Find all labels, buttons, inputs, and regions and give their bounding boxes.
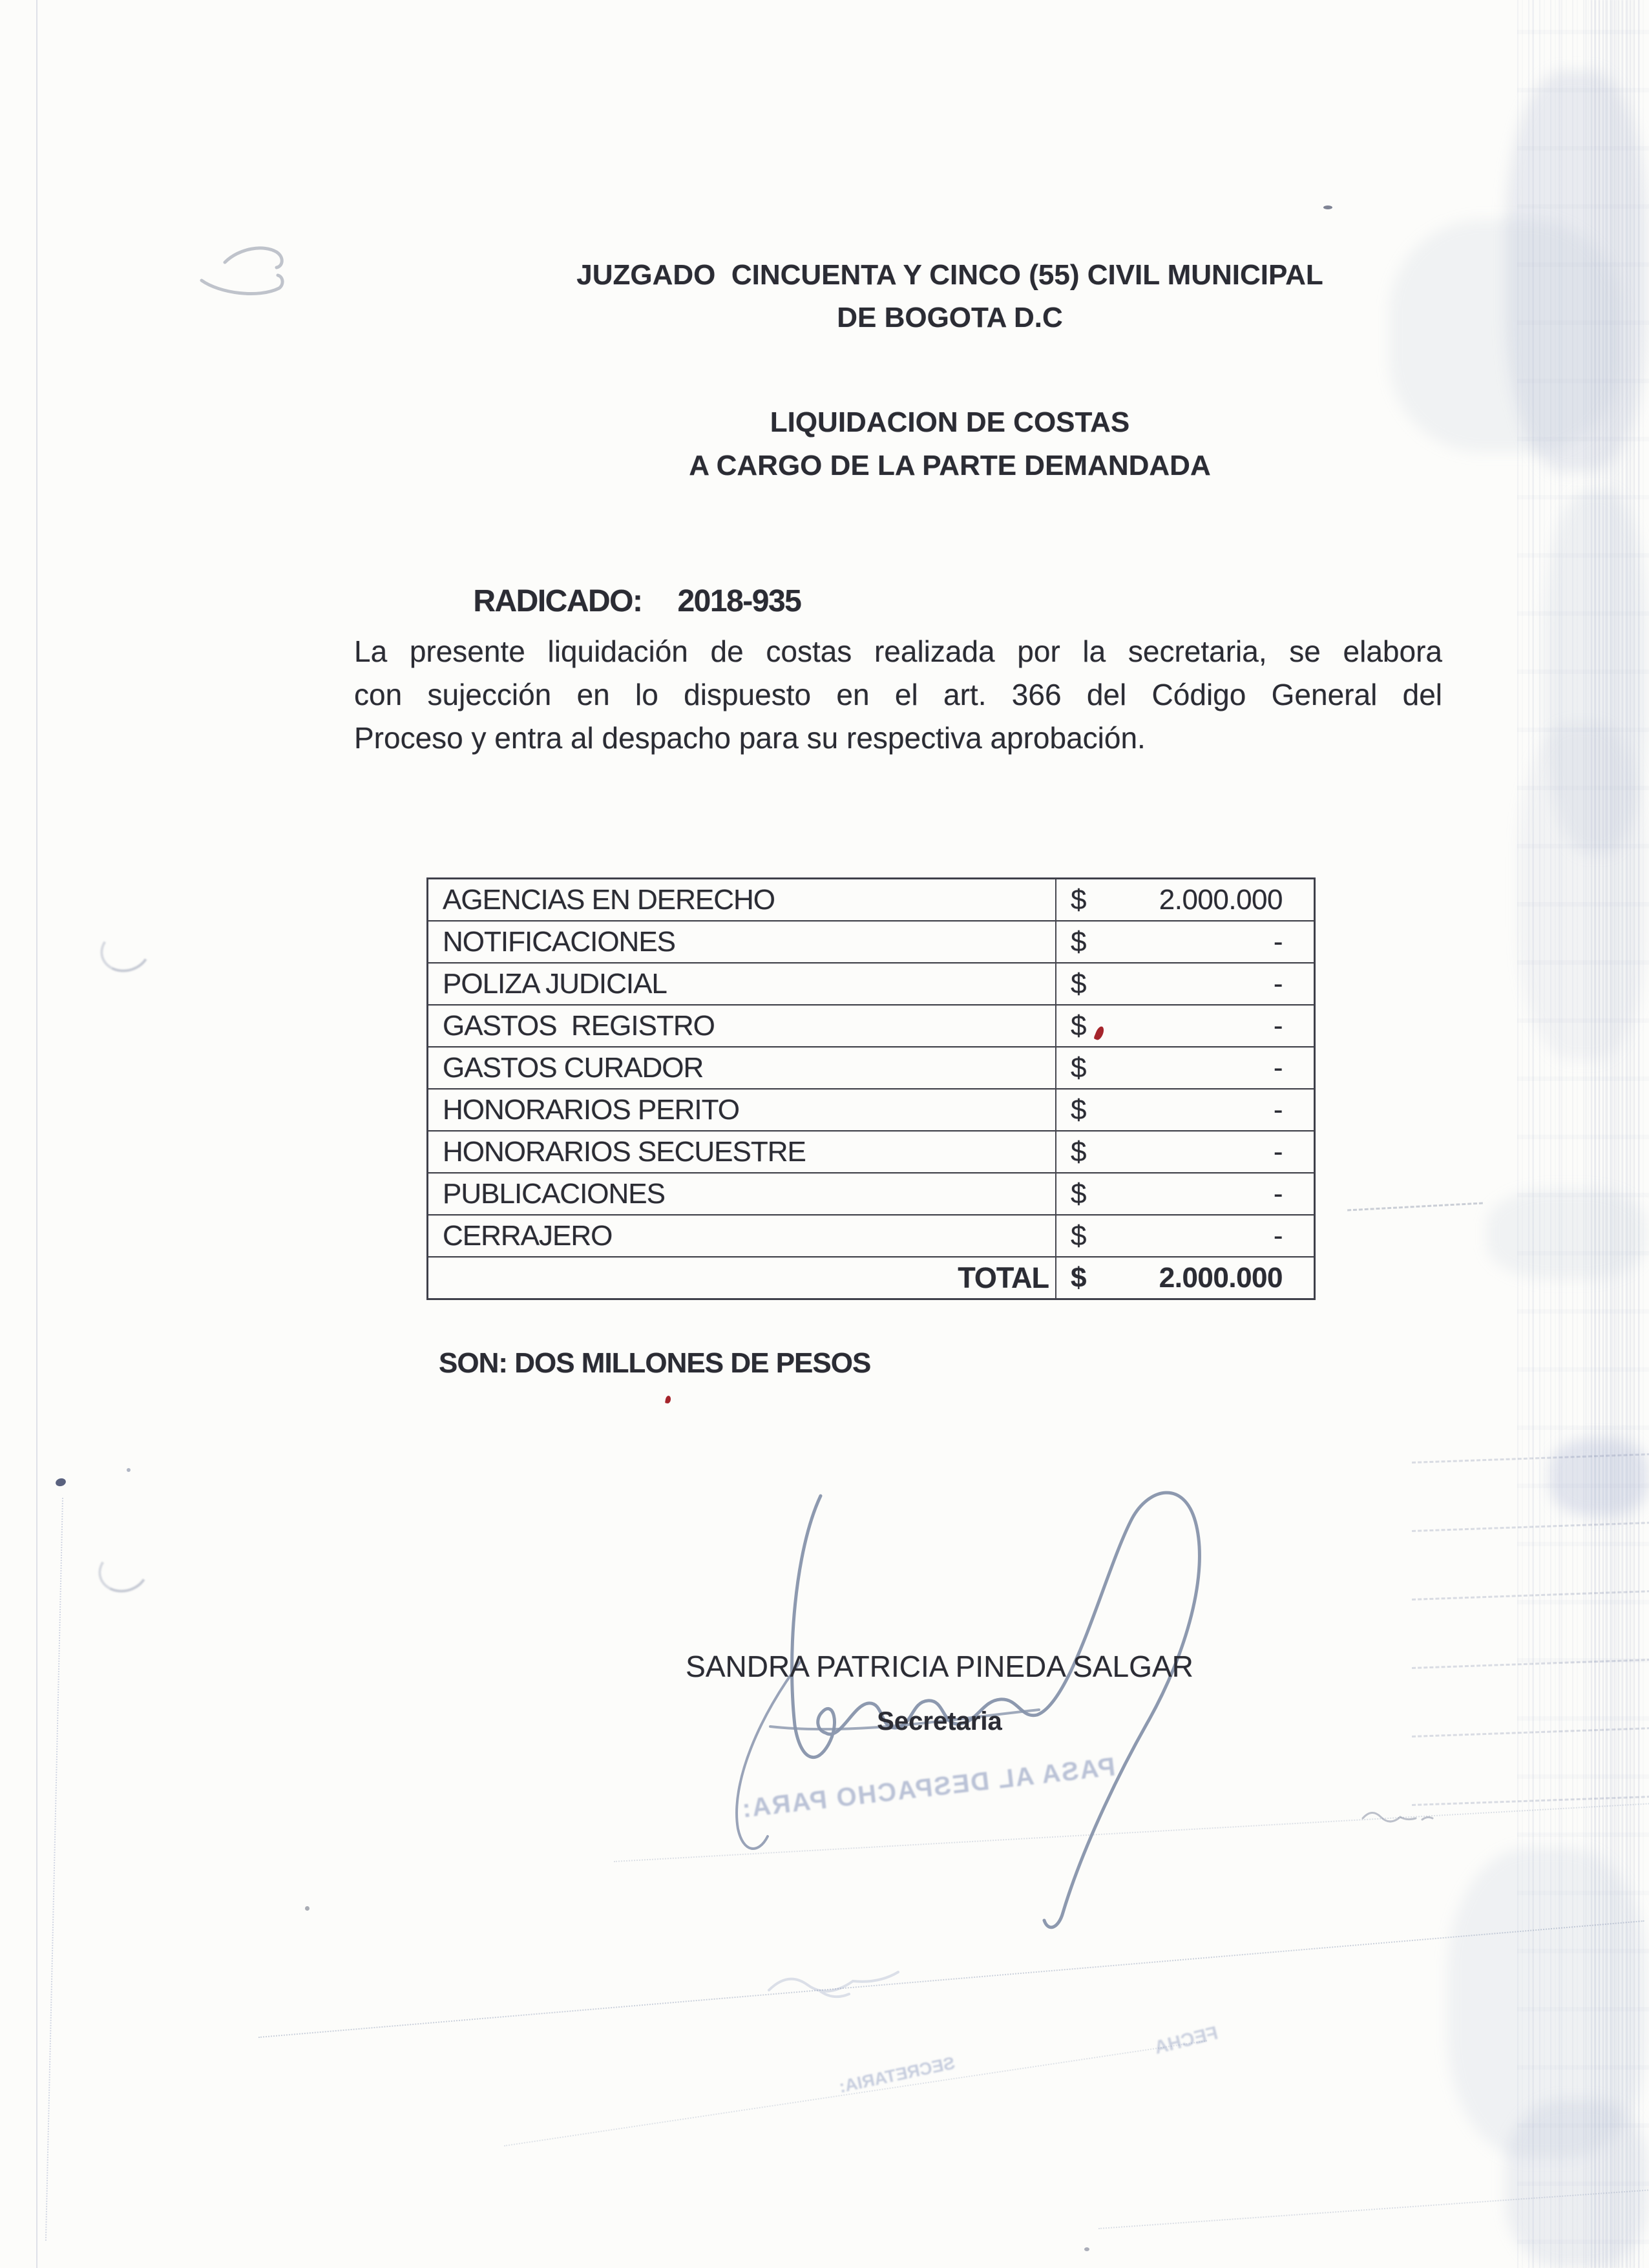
cost-amount-cell: [1055, 1089, 1314, 1130]
radicado-value: 2018-935: [677, 584, 801, 618]
cost-amount: -: [1273, 967, 1283, 1000]
ink-speck: [1323, 205, 1332, 209]
table-row: [428, 1215, 1314, 1257]
subtitle-line1: LIQUIDACION DE COSTAS: [770, 406, 1130, 438]
table-row: [428, 921, 1314, 963]
signatory-name-text: SANDRA PATRICIA PINEDA SALGAR: [686, 1650, 1193, 1683]
cost-amount-cell: [1055, 1215, 1314, 1256]
body-paragraph: [354, 630, 1442, 760]
cost-concept: HONORARIOS PERITO: [443, 1093, 739, 1126]
costs-table: [426, 877, 1316, 1300]
court-title-line1: JUZGADO CINCUENTA Y CINCO (55) CIVIL MUNICIPAL: [576, 259, 1323, 291]
paragraph-line: con sujección en lo dispuesto en el art. 366 del Código General del: [354, 678, 1442, 711]
signatory-title: [455, 1707, 1424, 1736]
currency-symbol: $: [1071, 925, 1087, 958]
hole-punch-mark: [96, 923, 155, 978]
currency-symbol: $: [1071, 967, 1087, 1000]
cost-amount-cell: [1055, 1131, 1314, 1172]
cost-amount: -: [1273, 1093, 1283, 1126]
currency-symbol: $: [1071, 1093, 1087, 1126]
cost-amount: -: [1273, 1219, 1283, 1252]
pencil-squiggle-mark: [1360, 1804, 1444, 1830]
ink-speck: [127, 1468, 131, 1472]
table-row: [428, 1173, 1314, 1215]
radicado-label: RADICADO:: [473, 584, 642, 618]
table-row: [428, 963, 1314, 1005]
scan-edge-line: [36, 0, 37, 2268]
currency-symbol: $: [1071, 1219, 1087, 1252]
bleedthrough-handwriting-mark: [762, 1958, 943, 2003]
cost-amount-cell: [1055, 1173, 1314, 1214]
court-header-city: [452, 300, 1447, 336]
cost-concept: POLIZA JUDICIAL: [443, 967, 667, 1000]
cost-concept: HONORARIOS SECUESTRE: [443, 1135, 806, 1168]
total-amount-cell: [1055, 1257, 1314, 1298]
table-row: [428, 1047, 1314, 1089]
cost-amount: -: [1273, 925, 1283, 958]
cost-amount-cell: [1055, 1005, 1314, 1046]
signatory-title-text: Secretaria: [877, 1707, 1002, 1736]
table-total-row: [428, 1257, 1314, 1298]
currency-symbol: $: [1071, 1177, 1087, 1210]
total-amount: 2.000.000: [1159, 1261, 1283, 1294]
cost-amount-cell: [1055, 921, 1314, 962]
cost-concept: AGENCIAS EN DERECHO: [443, 883, 775, 916]
table-row: [428, 1005, 1314, 1047]
document-subtitle2: [452, 448, 1447, 484]
scan-streak-line: [45, 1498, 63, 2241]
paragraph-line: La presente liquidación de costas realizada por la secretaria, se elabora: [354, 635, 1442, 668]
paper-curl-mark: [194, 238, 291, 309]
cost-amount-cell: [1055, 879, 1314, 920]
cost-amount: -: [1273, 1135, 1283, 1168]
ink-speck: [305, 1906, 310, 1911]
document-subtitle: [452, 404, 1447, 441]
amount-in-words: SON: DOS MILLONES DE PESOS: [439, 1347, 871, 1379]
court-header: [452, 257, 1447, 293]
subtitle-line2: A CARGO DE LA PARTE DEMANDADA: [689, 450, 1211, 481]
bleedthrough-secretaria-text: SECRETARIA:: [837, 2053, 957, 2097]
cost-amount-cell: [1055, 1047, 1314, 1088]
cost-amount: -: [1273, 1009, 1283, 1042]
handwritten-signature: [582, 1441, 1292, 1971]
cost-concept: CERRAJERO: [443, 1219, 613, 1252]
scan-noise-patch: [1486, 1189, 1648, 1279]
cost-concept: GASTOS CURADOR: [443, 1051, 704, 1084]
currency-symbol: $: [1071, 1009, 1087, 1042]
cost-amount: -: [1273, 1051, 1283, 1084]
scan-noise-patch: [1506, 2100, 1649, 2268]
ink-speck: [1084, 2247, 1089, 2251]
cost-concept: GASTOS REGISTRO: [443, 1009, 715, 1042]
currency-symbol: $: [1071, 883, 1087, 916]
cost-concept: NOTIFICACIONES: [443, 925, 676, 958]
table-row: [428, 1089, 1314, 1131]
scan-noise-patch: [1518, 724, 1648, 1060]
total-label: TOTAL: [958, 1261, 1049, 1294]
bleedthrough-fecha-text: FECHA: [1152, 2022, 1221, 2059]
currency-symbol: $: [1071, 1261, 1087, 1294]
pencil-dash-mark: [1347, 1202, 1483, 1212]
court-title-line2: DE BOGOTA D.C: [837, 302, 1063, 333]
cost-amount-cell: [1055, 963, 1314, 1004]
table-row: [428, 1131, 1314, 1173]
bleedthrough-stamp-text: PASA AL DESPACHO PARA:: [739, 1752, 1117, 1823]
currency-symbol: $: [1071, 1051, 1087, 1084]
cost-amount: -: [1273, 1177, 1283, 1210]
scan-noise-patch: [1549, 1438, 1649, 1516]
cost-amount: 2.000.000: [1159, 883, 1283, 916]
ink-speck: [55, 1477, 67, 1487]
currency-symbol: $: [1071, 1135, 1087, 1168]
signatory-name: [455, 1649, 1424, 1684]
cost-concept: PUBLICACIONES: [443, 1177, 665, 1210]
paragraph-line: Proceso y entra al despacho para su respectiva aprobación.: [354, 721, 1146, 755]
red-pen-dot: [665, 1395, 671, 1403]
hole-punch-mark: [94, 1544, 153, 1598]
table-row: [428, 879, 1314, 921]
